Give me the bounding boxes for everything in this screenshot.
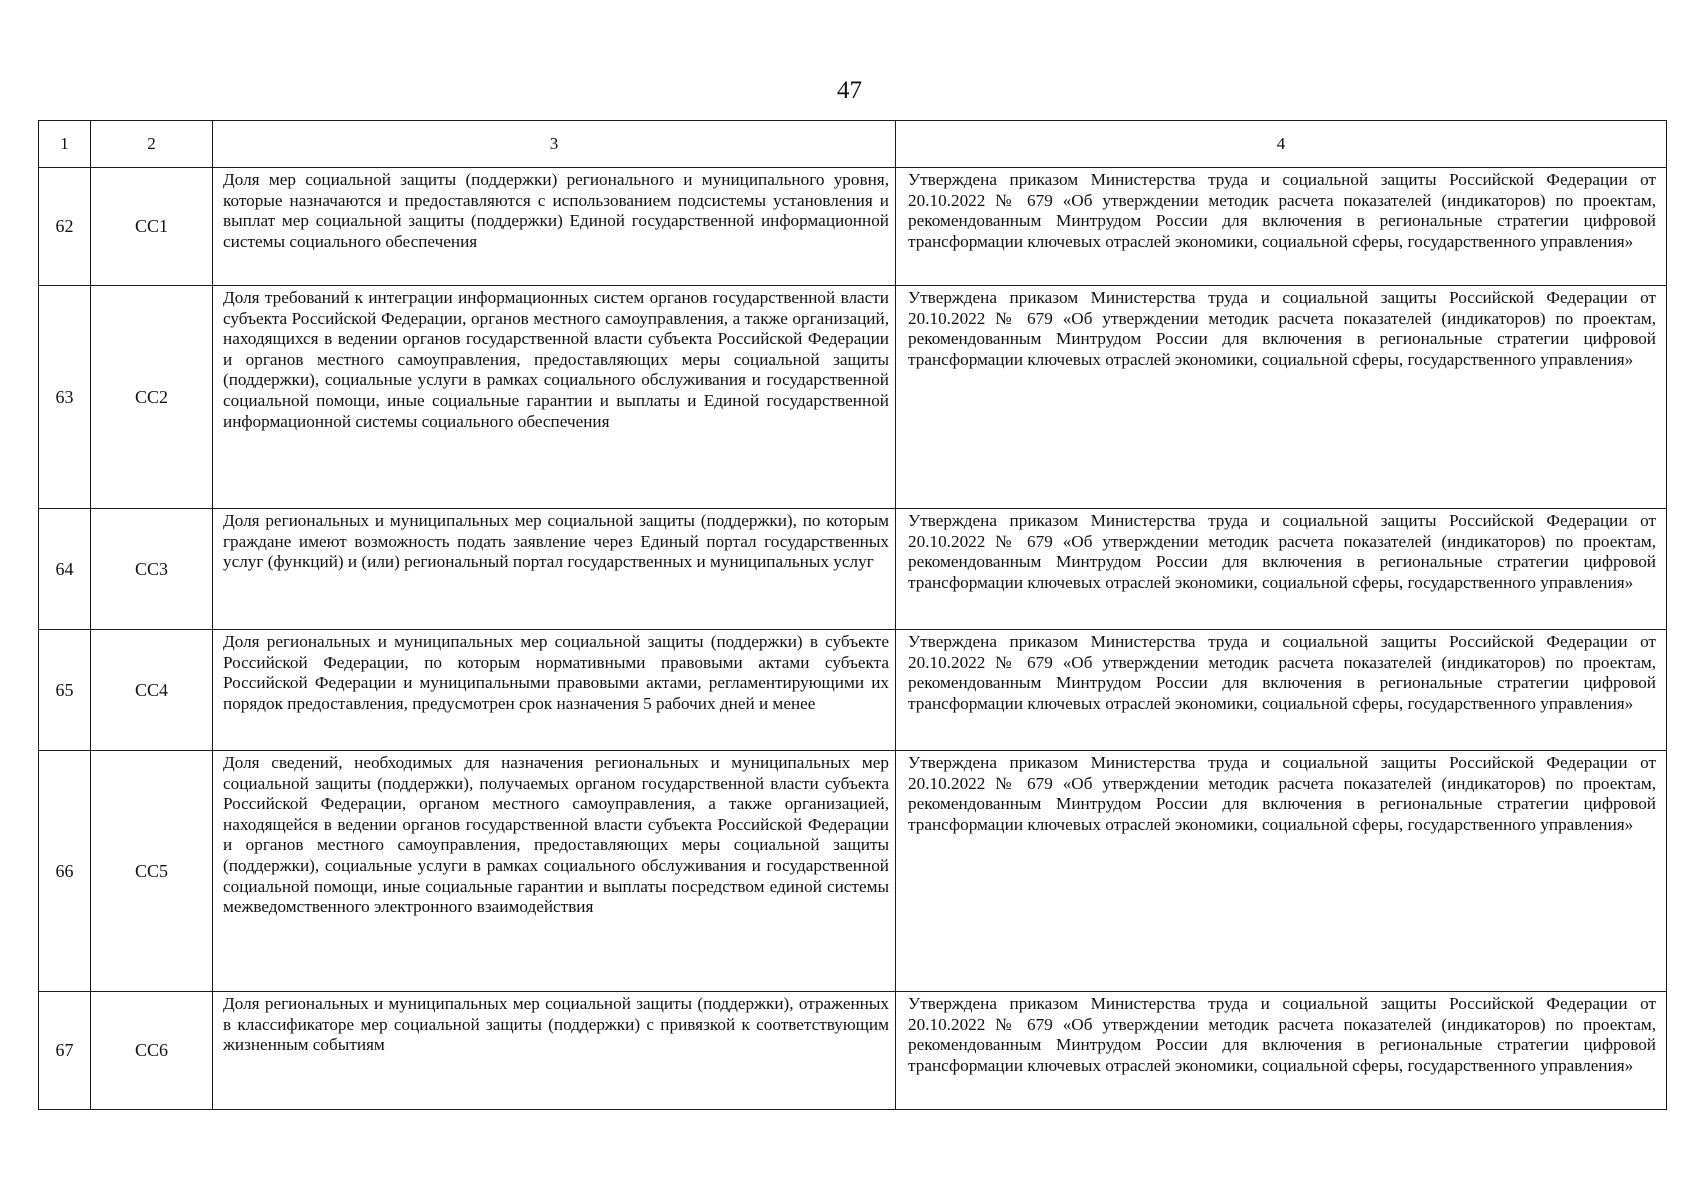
indicator-description: Доля сведений, необходимых для назначения региональных и муниципальных мер социальной защиты (поддержки), получаемых органом государственной власти субъекта Российской Федерации, органом местного самоуправления, а также организацией, находящейся в ведении органов государственной власти субъекта Российской Федерации и органов местного самоуправления, предоставляющих меры социальной защиты (поддержки), социальные услуги в рамках социального обслуживания и государственной социальной помощи, иные социальные гарантии и выплаты посредством единой системы межведомственного электронного взаимодействия bbox=[213, 751, 896, 992]
indicator-code: СС1 bbox=[91, 168, 213, 286]
indicator-description: Доля региональных и муниципальных мер социальной защиты (поддержки) в субъекте Российской Федерации, по которым нормативными правовыми актами субъекта Российской Федерации и муниципальными правовыми актами, регламентирующими их порядок предоставления, предусмотрен срок назначения 5 рабочих дней и менее bbox=[213, 630, 896, 751]
methodology-reference: Утверждена приказом Министерства труда и социальной защиты Российской Федерации от 20.10.2022 № 679 «Об утверждении методик расчета показателей (индикаторов) по проектам, рекомендованным Минтрудом России для включения в региональные стратегии цифровой трансформации ключевых отраслей экономики, социальной сферы, государственного управления» bbox=[896, 630, 1667, 751]
table-row bbox=[39, 509, 1667, 630]
table-row bbox=[39, 168, 1667, 286]
column-header-2: 2 bbox=[91, 121, 213, 168]
indicator-description: Доля региональных и муниципальных мер социальной защиты (поддержки), отраженных в классификаторе мер социальной защиты (поддержки) с привязкой к соответствующим жизненным событиям bbox=[213, 992, 896, 1110]
indicator-code: СС3 bbox=[91, 509, 213, 630]
indicator-code: СС2 bbox=[91, 286, 213, 509]
table-header-row bbox=[39, 121, 1667, 168]
column-header-1: 1 bbox=[39, 121, 91, 168]
table-row bbox=[39, 751, 1667, 992]
row-number: 64 bbox=[39, 509, 91, 630]
indicator-table bbox=[38, 120, 1667, 1110]
methodology-reference: Утверждена приказом Министерства труда и социальной защиты Российской Федерации от 20.10.2022 № 679 «Об утверждении методик расчета показателей (индикаторов) по проектам, рекомендованным Минтрудом России для включения в региональные стратегии цифровой трансформации ключевых отраслей экономики, социальной сферы, государственного управления» bbox=[896, 286, 1667, 509]
indicator-description: Доля региональных и муниципальных мер социальной защиты (поддержки), по которым граждане имеют возможность подать заявление через Единый портал государственных услуг (функций) и (или) региональный портал государственных и муниципальных услуг bbox=[213, 509, 896, 630]
row-number: 63 bbox=[39, 286, 91, 509]
indicator-code: СС4 bbox=[91, 630, 213, 751]
indicator-description: Доля мер социальной защиты (поддержки) регионального и муниципального уровня, которые назначаются и предоставляются с использованием подсистемы установления и выплат мер социальной защиты (поддержки) Единой государственной информационной системы социального обеспечения bbox=[213, 168, 896, 286]
indicator-code: СС6 bbox=[91, 992, 213, 1110]
table-row bbox=[39, 286, 1667, 509]
row-number: 66 bbox=[39, 751, 91, 992]
indicator-description: Доля требований к интеграции информационных систем органов государственной власти субъекта Российской Федерации, органов местного самоуправления, а также организаций, находящихся в ведении органов государственной власти субъекта Российской Федерации и органов местного самоуправления, предоставляющих меры социальной защиты (поддержки), социальные услуги в рамках социального обслуживания и государственной социальной помощи, иные социальные гарантии и выплаты и Единой государственной информационной системы социального обеспечения bbox=[213, 286, 896, 509]
column-header-3: 3 bbox=[213, 121, 896, 168]
page-number: 47 bbox=[837, 77, 862, 104]
indicator-code: СС5 bbox=[91, 751, 213, 992]
methodology-reference: Утверждена приказом Министерства труда и социальной защиты Российской Федерации от 20.10.2022 № 679 «Об утверждении методик расчета показателей (индикаторов) по проектам, рекомендованным Минтрудом России для включения в региональные стратегии цифровой трансформации ключевых отраслей экономики, социальной сферы, государственного управления» bbox=[896, 751, 1667, 992]
column-header-4: 4 bbox=[896, 121, 1667, 168]
row-number: 65 bbox=[39, 630, 91, 751]
methodology-reference: Утверждена приказом Министерства труда и социальной защиты Российской Федерации от 20.10.2022 № 679 «Об утверждении методик расчета показателей (индикаторов) по проектам, рекомендованным Минтрудом России для включения в региональные стратегии цифровой трансформации ключевых отраслей экономики, социальной сферы, государственного управления» bbox=[896, 509, 1667, 630]
row-number: 67 bbox=[39, 992, 91, 1110]
table-row bbox=[39, 630, 1667, 751]
methodology-reference: Утверждена приказом Министерства труда и социальной защиты Российской Федерации от 20.10.2022 № 679 «Об утверждении методик расчета показателей (индикаторов) по проектам, рекомендованным Минтрудом России для включения в региональные стратегии цифровой трансформации ключевых отраслей экономики, социальной сферы, государственного управления» bbox=[896, 992, 1667, 1110]
table-row bbox=[39, 992, 1667, 1110]
methodology-reference: Утверждена приказом Министерства труда и социальной защиты Российской Федерации от 20.10.2022 № 679 «Об утверждении методик расчета показателей (индикаторов) по проектам, рекомендованным Минтрудом России для включения в региональные стратегии цифровой трансформации ключевых отраслей экономики, социальной сферы, государственного управления» bbox=[896, 168, 1667, 286]
row-number: 62 bbox=[39, 168, 91, 286]
